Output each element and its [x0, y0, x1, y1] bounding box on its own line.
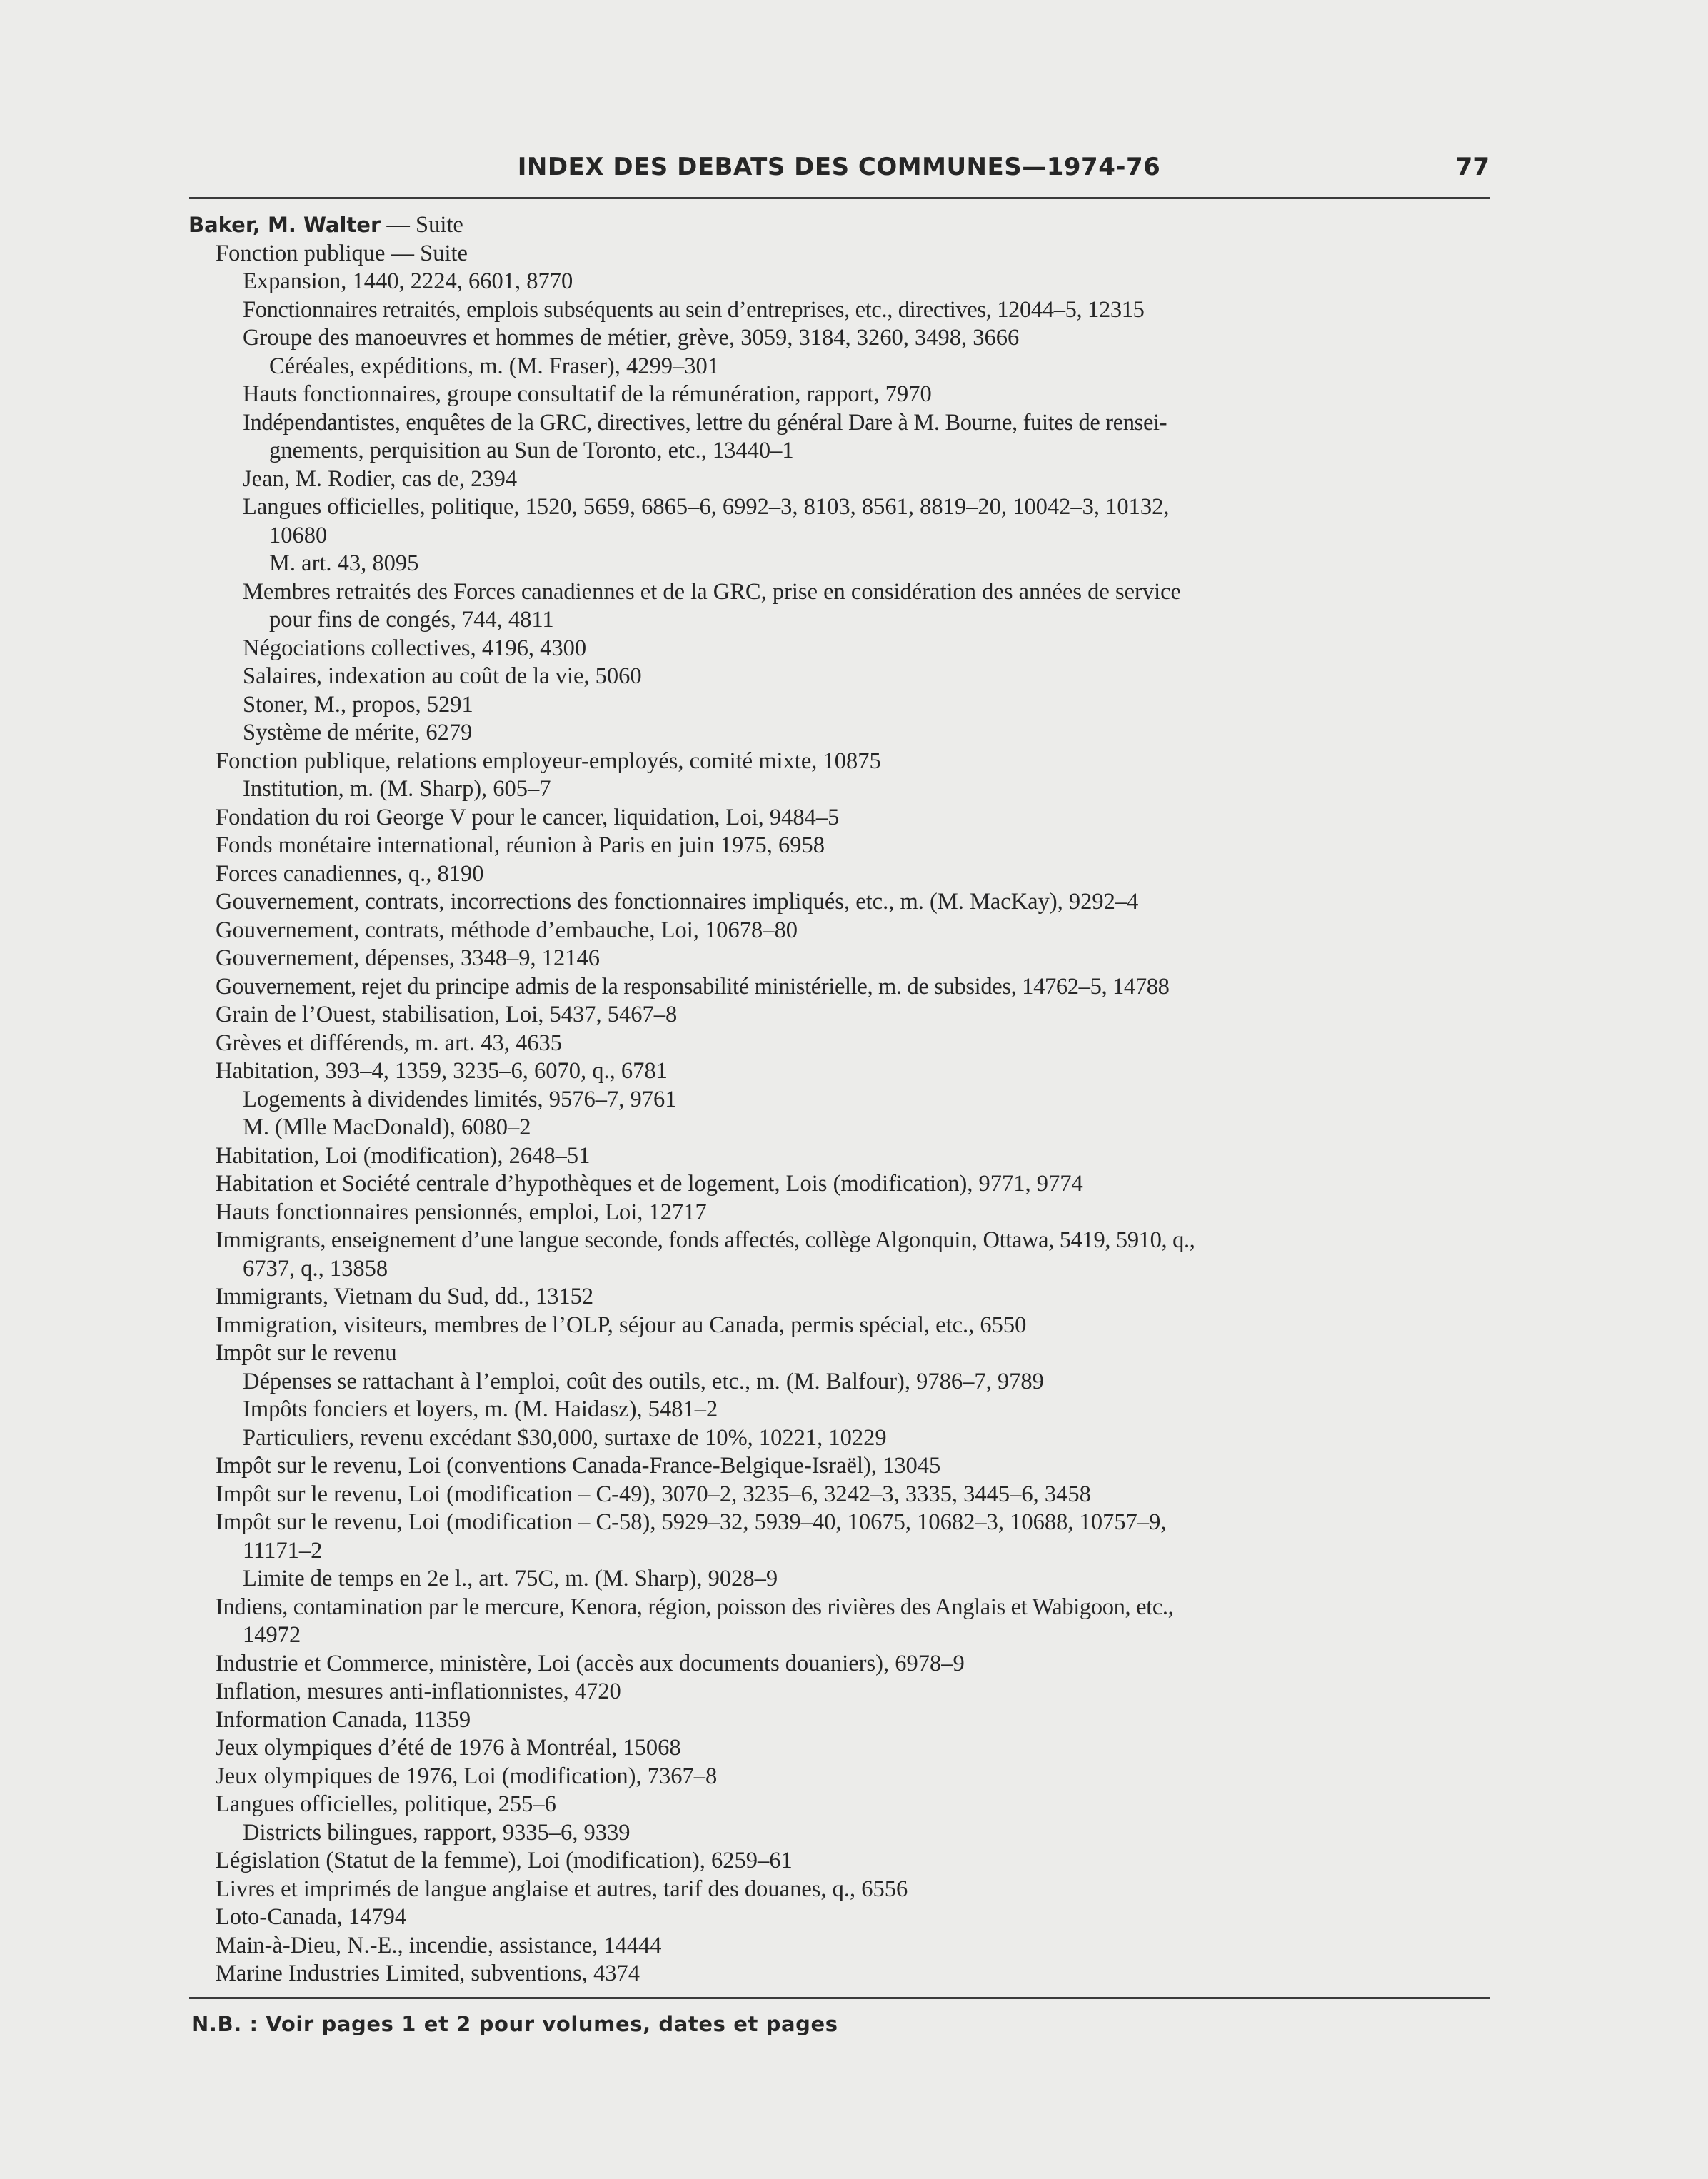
index-line: Impôt sur le revenu [216, 1340, 397, 1366]
index-line: Institution, m. (M. Sharp), 605–7 [243, 776, 551, 802]
index-line: Langues officielles, politique, 1520, 5659, 6865–6, 6992–3, 8103, 8561, 8819–20, 10042–3, 10132, [243, 494, 1170, 520]
index-line: M. (Mlle MacDonald), 6080–2 [243, 1114, 531, 1140]
index-line: Limite de temps en 2e l., art. 75C, m. (M. Sharp), 9028–9 [243, 1566, 778, 1591]
index-entry-heading [189, 211, 1495, 240]
index-line: Marine Industries Limited, subventions, 4374 [216, 1961, 640, 1986]
index-line: Indiens, contamination par le mercure, Kenora, région, poisson des rivières des Anglais et Wabigoon, etc., [216, 1594, 1174, 1620]
index-line: Particuliers, revenu excédant $30,000, surtaxe de 10%, 10221, 10229 [243, 1424, 887, 1451]
index-line: pour fins de congés, 744, 4811 [269, 607, 554, 633]
index-line: Habitation, 393–4, 1359, 3235–6, 6070, q., 6781 [216, 1058, 668, 1084]
index-line: Jean, M. Rodier, cas de, 2394 [243, 466, 518, 492]
index-line: Logements à dividendes limités, 9576–7, 9761 [243, 1086, 677, 1112]
index-line: Stoner, M., propos, 5291 [243, 691, 473, 718]
index-line: Système de mérite, 6279 [243, 720, 473, 745]
index-line: Impôt sur le revenu, Loi (modification – C-58), 5929–32, 5939–40, 10675, 10682–3, 10688, 10757–9, [216, 1509, 1167, 1535]
page-number: 77 [1455, 153, 1490, 181]
footer-rule [189, 1997, 1490, 1999]
index-line: Hauts fonctionnaires, groupe consultatif de la rémunération, rapport, 7970 [243, 381, 932, 407]
entry-suite: — Suite [381, 212, 463, 238]
index-lines [189, 240, 1495, 1988]
index-line: M. art. 43, 8095 [269, 550, 419, 576]
index-body [189, 211, 1495, 1988]
index-line: Impôt sur le revenu, Loi (modification – C-49), 3070–2, 3235–6, 3242–3, 3335, 3445–6, 3458 [216, 1481, 1091, 1507]
index-line: Négociations collectives, 4196, 4300 [243, 635, 587, 661]
index-line: Loto-Canada, 14794 [216, 1904, 407, 1930]
index-line: Dépenses se rattachant à l’emploi, coût des outils, etc., m. (M. Balfour), 9786–7, 9789 [243, 1368, 1044, 1394]
index-line: 10680 [269, 522, 328, 548]
index-line: Industrie et Commerce, ministère, Loi (accès aux documents douaniers), 6978–9 [216, 1650, 965, 1676]
index-line: Fonction publique — Suite [216, 240, 468, 266]
index-line: Législation (Statut de la femme), Loi (modification), 6259–61 [216, 1848, 793, 1873]
index-line: Main-à-Dieu, N.-E., incendie, assistance, 14444 [216, 1932, 662, 1958]
footer-note: N.B. : Voir pages 1 et 2 pour volumes, dates et pages [191, 2012, 838, 2036]
index-line: 14972 [243, 1622, 301, 1648]
index-line: Grèves et différends, m. art. 43, 4635 [216, 1030, 562, 1056]
index-line: Districts bilingues, rapport, 9335–6, 9339 [243, 1819, 631, 1846]
index-line: Hauts fonctionnaires pensionnés, emploi, Loi, 12717 [216, 1199, 707, 1225]
index-line: Immigration, visiteurs, membres de l’OLP, séjour au Canada, permis spécial, etc., 6550 [216, 1312, 1027, 1338]
index-line: Fonctionnaires retraités, emplois subséquents au sein d’entreprises, etc., directives, 12044–5, 12315 [243, 296, 1145, 323]
index-line: Céréales, expéditions, m. (M. Fraser), 4299–301 [269, 353, 720, 379]
index-line: gnements, perquisition au Sun de Toronto, etc., 13440–1 [269, 438, 794, 463]
index-line: Fonds monétaire international, réunion à Paris en juin 1975, 6958 [216, 832, 825, 858]
index-line: 6737, q., 13858 [243, 1255, 388, 1282]
index-line: Jeux olympiques d’été de 1976 à Montréal, 15068 [216, 1735, 681, 1761]
index-line: Langues officielles, politique, 255–6 [216, 1791, 556, 1817]
index-line: Habitation, Loi (modification), 2648–51 [216, 1142, 591, 1169]
index-line: Expansion, 1440, 2224, 6601, 8770 [243, 268, 573, 294]
index-line: Groupe des manoeuvres et hommes de métier, grève, 3059, 3184, 3260, 3498, 3666 [243, 325, 1020, 351]
index-line: Gouvernement, contrats, méthode d’embauche, Loi, 10678–80 [216, 917, 798, 943]
page-header [189, 147, 1490, 199]
index-line: Impôt sur le revenu, Loi (conventions Canada-France-Belgique-Israël), 13045 [216, 1453, 941, 1479]
index-line: Jeux olympiques de 1976, Loi (modification), 7367–8 [216, 1763, 718, 1789]
index-line: Information Canada, 11359 [216, 1706, 471, 1733]
index-line: Livres et imprimés de langue anglaise et autres, tarif des douanes, q., 6556 [216, 1876, 908, 1902]
index-line: Impôts fonciers et loyers, m. (M. Haidasz), 5481–2 [243, 1397, 718, 1422]
entry-name: Baker, M. Walter [189, 213, 381, 237]
index-line: Membres retraités des Forces canadiennes et de la GRC, prise en considération des années de service [243, 578, 1181, 605]
index-line: Inflation, mesures anti-inflationnistes, 4720 [216, 1679, 621, 1704]
index-line: Fondation du roi George V pour le cancer, liquidation, Loi, 9484–5 [216, 804, 840, 830]
index-line: Gouvernement, contrats, incorrections des fonctionnaires impliqués, etc., m. (M. MacKay), 9292–4 [216, 889, 1139, 915]
index-line: Indépendantistes, enquêtes de la GRC, directives, lettre du général Dare à M. Bourne, fuites de rensei- [243, 409, 1167, 436]
index-line: Grain de l’Ouest, stabilisation, Loi, 5437, 5467–8 [216, 1002, 678, 1027]
index-line: Habitation et Société centrale d’hypothèques et de logement, Lois (modification), 9771, 9774 [216, 1171, 1083, 1197]
running-title: INDEX DES DEBATS DES COMMUNES—1974-76 [517, 153, 1161, 181]
index-line: Forces canadiennes, q., 8190 [216, 860, 484, 887]
index-line: Gouvernement, dépenses, 3348–9, 12146 [216, 945, 600, 971]
index-line: Immigrants, enseignement d’une langue seconde, fonds affectés, collège Algonquin, Ottawa, 5419, 5910, q., [216, 1227, 1195, 1253]
index-line: Immigrants, Vietnam du Sud, dd., 13152 [216, 1284, 594, 1309]
index-line: Gouvernement, rejet du principe admis de la responsabilité ministérielle, m. de subsides, 14762–5, 14788 [216, 973, 1170, 1000]
index-line: Fonction publique, relations employeur-employés, comité mixte, 10875 [216, 748, 881, 774]
index-line: 11171–2 [243, 1537, 323, 1564]
index-line: Salaires, indexation au coût de la vie, 5060 [243, 663, 642, 689]
